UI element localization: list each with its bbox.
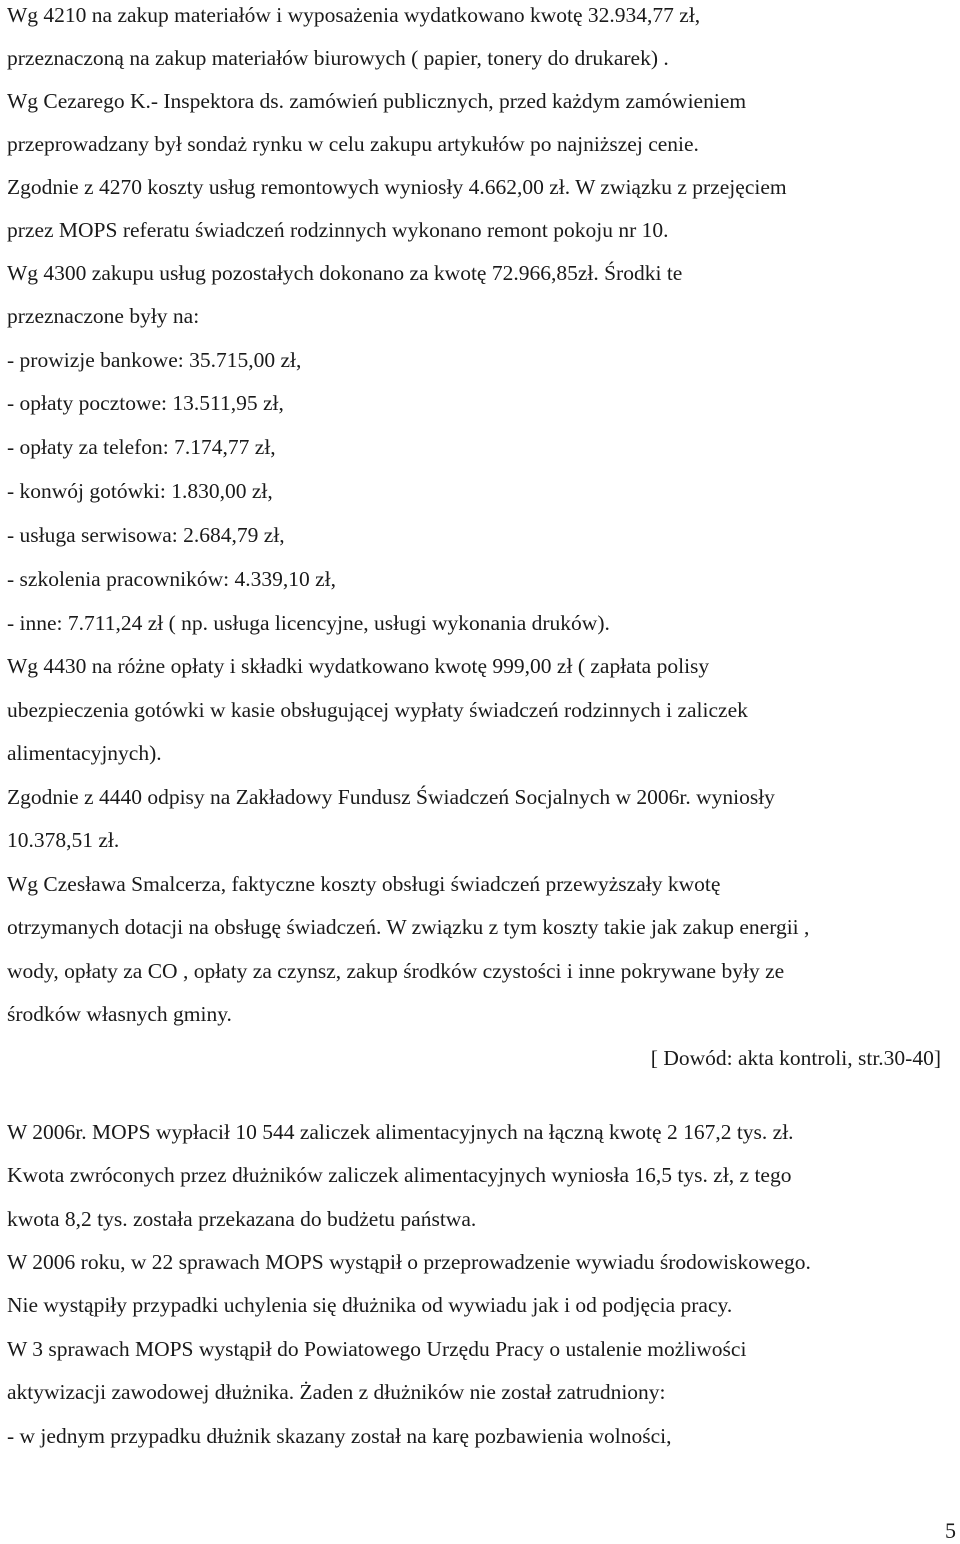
text-line: Zgodnie z 4440 odpisy na Zakładowy Fundusz Świadczeń Socjalnych w 2006r. wyniosły [7,785,775,809]
text-line: Wg Cezarego K.- Inspektora ds. zamówień publicznych, przed każdym zamówieniem [7,89,747,113]
text-line: Wg 4210 na zakup materiałów i wyposażenia wydatkowano kwotę 32.934,77 zł, [7,3,701,27]
list-item: - szkolenia pracowników: 4.339,10 zł, [7,567,336,591]
list-item: - konwój gotówki: 1.830,00 zł, [7,479,273,503]
text-line: Kwota zwróconych przez dłużników zaliczek alimentacyjnych wyniosła 16,5 tys. zł, z tego [7,1163,792,1187]
list-item: - inne: 7.711,24 zł ( np. usługa licencyjne, usługi wykonania druków). [7,611,610,635]
text-line: przeprowadzany był sondaż rynku w celu zakupu artykułów po najniższej cenie. [7,132,699,156]
text-line: przeznaczoną na zakup materiałów biurowych ( papier, tonery do drukarek) . [7,46,669,70]
text-line: Wg 4430 na różne opłaty i składki wydatkowano kwotę 999,00 zł ( zapłata polisy [7,654,710,678]
text-line: Wg Czesława Smalcerza, faktyczne koszty obsługi świadczeń przewyższały kwotę [7,872,721,896]
text-line: W 3 sprawach MOPS wystąpił do Powiatowego Urzędu Pracy o ustalenie możliwości [7,1337,747,1361]
text-line: wody, opłaty za CO , opłaty za czynsz, zakup środków czystości i inne pokrywane były ze [7,959,785,983]
list-item: - opłaty pocztowe: 13.511,95 zł, [7,391,284,415]
text-line: Zgodnie z 4270 koszty usług remontowych wyniosły 4.662,00 zł. W związku z przejęciem [7,175,787,199]
list-item: - opłaty za telefon: 7.174,77 zł, [7,435,276,459]
text-line: kwota 8,2 tys. została przekazana do budżetu państwa. [7,1207,477,1231]
text-line: przez MOPS referatu świadczeń rodzinnych wykonano remont pokoju nr 10. [7,218,669,242]
list-item: - prowizje bankowe: 35.715,00 zł, [7,348,302,372]
list-item: - w jednym przypadku dłużnik skazany został na karę pozbawienia wolności, [7,1424,672,1448]
text-line: ubezpieczenia gotówki w kasie obsługującej wypłaty świadczeń rodzinnych i zaliczek [7,698,748,722]
text-line: alimentacyjnych). [7,741,162,765]
text-line: środków własnych gminy. [7,1002,232,1026]
text-line: 10.378,51 zł. [7,828,120,852]
text-line: aktywizacji zawodowej dłużnika. Żaden z dłużników nie został zatrudniony: [7,1380,666,1404]
list-item: - usługa serwisowa: 2.684,79 zł, [7,523,285,547]
text-line: przeznaczone były na: [7,304,200,328]
text-line: W 2006 roku, w 22 sprawach MOPS wystąpił o przeprowadzenie wywiadu środowiskowego. [7,1250,811,1274]
evidence-reference: [ Dowód: akta kontroli, str.30-40] [650,1046,941,1070]
text-line: W 2006r. MOPS wypłacił 10 544 zaliczek alimentacyjnych na łączną kwotę 2 167,2 tys. zł. [7,1120,794,1144]
text-line: Nie wystąpiły przypadki uchylenia się dłużnika od wywiadu jak i od podjęcia pracy. [7,1293,733,1317]
page-number: 5 [945,1518,956,1543]
text-line: otrzymanych dotacji na obsługę świadczeń. W związku z tym koszty takie jak zakup energii , [7,915,810,939]
text-line: Wg 4300 zakupu usług pozostałych dokonano za kwotę 72.966,85zł. Środki te [7,261,683,285]
